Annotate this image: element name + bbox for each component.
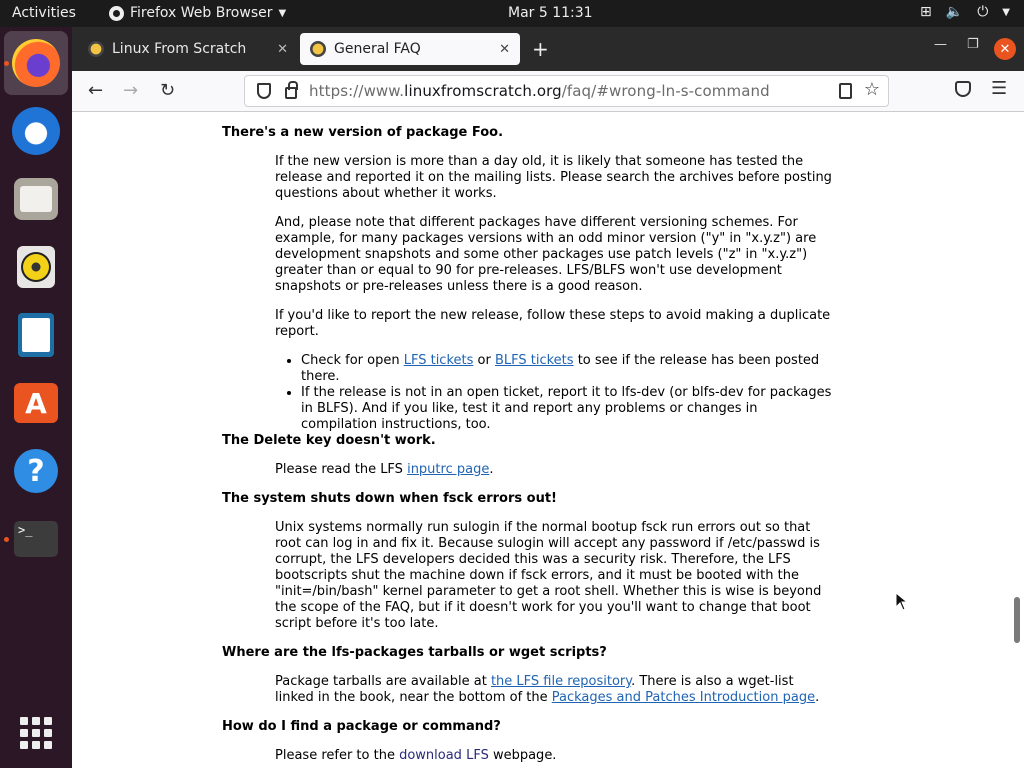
answer-paragraph: If you'd like to report the new release, follow these steps to avoid making a duplicate report. <box>275 308 831 339</box>
pocket-icon[interactable] <box>955 81 971 97</box>
lfs-file-repository-link[interactable]: the LFS file repository <box>490 674 632 689</box>
packages-patches-intro-link[interactable]: Packages and Patches Introduction page <box>551 690 816 705</box>
scrollbar-thumb[interactable] <box>1014 597 1020 643</box>
url-domain: linuxfromscratch.org <box>404 82 562 100</box>
faq-answer <box>275 154 835 433</box>
files-icon <box>14 178 58 220</box>
lock-icon[interactable] <box>285 87 297 99</box>
reload-icon[interactable]: ↻ <box>160 80 176 101</box>
running-indicator <box>4 61 9 66</box>
dock-item-firefox[interactable] <box>4 31 68 95</box>
inputrc-page-link[interactable]: inputrc page <box>407 462 490 477</box>
chevron-down-icon[interactable]: ▼ <box>1002 6 1010 18</box>
answer-paragraph <box>275 674 835 706</box>
close-tab-icon[interactable]: ✕ <box>499 41 510 57</box>
terminal-icon: >_ <box>14 521 58 557</box>
system-tray[interactable] <box>920 4 1010 20</box>
url-bar[interactable] <box>244 75 889 107</box>
rhythmbox-icon <box>17 246 55 288</box>
faq-question: There's a new version of package Foo. <box>222 125 504 140</box>
show-applications-button[interactable] <box>4 701 68 765</box>
tab-linux-from-scratch[interactable] <box>78 33 298 65</box>
faq-answer <box>275 674 835 706</box>
url-prefix: https://www. <box>309 82 405 100</box>
ubuntu-software-icon: A <box>14 383 58 423</box>
answer-paragraph <box>275 462 835 478</box>
hamburger-menu-icon[interactable]: ☰ <box>991 78 1008 99</box>
tab-title: Linux From Scratch <box>112 41 247 57</box>
answer-paragraph <box>275 748 835 764</box>
activities-button[interactable]: Activities <box>12 5 76 21</box>
network-icon[interactable]: ⊞ <box>920 4 932 20</box>
chevron-down-icon: ▼ <box>278 7 287 19</box>
text: Check for open <box>301 353 404 368</box>
faq-list <box>222 125 832 768</box>
volume-icon[interactable]: 🔈 <box>945 4 964 20</box>
minimize-icon[interactable]: — <box>934 37 947 52</box>
faq-question: Where are the lfs-packages tarballs or wget scripts? <box>222 645 607 660</box>
gnome-top-bar <box>0 0 1024 27</box>
tab-general-faq[interactable] <box>300 33 520 65</box>
dock-item-help[interactable] <box>4 439 68 503</box>
url-path: /faq/#wrong-ln-s-command <box>561 82 770 100</box>
lfs-favicon-icon <box>310 41 326 57</box>
running-indicator <box>4 537 9 542</box>
lfs-tickets-link[interactable]: LFS tickets <box>403 353 474 368</box>
text: to see if the release has been posted there. <box>301 353 820 384</box>
close-tab-icon[interactable]: ✕ <box>277 41 288 57</box>
text: . There is also a wget-list linked in the book, near the bottom of the <box>275 674 794 705</box>
dock-item-thunderbird[interactable] <box>4 99 68 163</box>
tab-bar <box>72 27 1024 71</box>
list-item: • If the release is not in an open ticket, report it to lfs-dev (or blfs-dev for packages in BLFS). And if you like, test it and report any problems or changes in compilation instructions, too. <box>301 385 835 433</box>
answer-paragraph: Unix systems normally run sulogin if the normal bootup fsck run errors out so that root can log in and fix it. Because sulogin will accept any password if /etc/passwd is corrupt, the LFS developers decided this was a security risk. Therefore, the LFS bootscripts shut the machine down if fsck errors, and it must be booted with the "init=/bin/bash" kernel parameter to get a root shell. Whether this is wise is beyond the scope of the FAQ, but if it doesn't work for you you'll want to change that boot script before it's too late. <box>275 520 822 631</box>
forward-icon[interactable]: → <box>123 80 139 101</box>
mouse-cursor-icon <box>895 592 909 612</box>
app-grid-icon <box>20 717 52 749</box>
faq-question: The Delete key doesn't work. <box>222 433 436 448</box>
dock-item-software[interactable] <box>4 371 68 435</box>
bookmark-star-icon[interactable]: ☆ <box>863 79 880 100</box>
faq-answer <box>275 748 835 764</box>
steps-list <box>301 353 835 433</box>
text: or <box>473 353 495 368</box>
new-tab-button[interactable]: + <box>532 37 549 61</box>
dock-item-terminal[interactable] <box>4 507 68 571</box>
faq-question: How do I find a package or command? <box>222 719 501 734</box>
lfs-favicon-icon <box>88 41 104 57</box>
thunderbird-icon <box>12 107 60 155</box>
app-menu[interactable] <box>109 5 286 21</box>
firefox-icon <box>12 39 60 87</box>
dock-item-rhythmbox[interactable] <box>4 235 68 299</box>
download-lfs-link[interactable]: download LFS <box>399 748 489 763</box>
text: Please refer to the <box>275 748 400 763</box>
reader-view-icon[interactable] <box>839 83 852 99</box>
answer-paragraph: If the new version is more than a day old, it is likely that someone has tested the release and reported it on the mailing lists. Please search the archives before posting questions about whether it works. <box>275 154 832 201</box>
restore-icon[interactable]: ❐ <box>967 37 979 52</box>
libreoffice-writer-icon <box>18 313 54 357</box>
navigation-toolbar <box>72 71 1024 112</box>
page-content <box>72 112 1024 768</box>
faq-answer <box>275 520 835 632</box>
text: Package tarballs are available at <box>275 674 491 689</box>
dock-item-files[interactable] <box>4 167 68 231</box>
dock-item-writer[interactable] <box>4 303 68 367</box>
list-item <box>301 353 835 385</box>
text: webpage. <box>488 748 557 763</box>
clock[interactable]: Mar 5 11:31 <box>508 5 593 21</box>
text: . <box>815 690 820 705</box>
firefox-icon <box>109 6 124 21</box>
tab-title: General FAQ <box>334 41 421 57</box>
back-icon[interactable]: ← <box>88 80 104 101</box>
app-menu-label: Firefox Web Browser <box>130 5 273 21</box>
tracking-protection-shield-icon[interactable] <box>257 83 271 99</box>
faq-question: The system shuts down when fsck errors out! <box>222 491 557 506</box>
window-close-icon[interactable]: ✕ <box>994 38 1016 60</box>
text: . <box>489 462 494 477</box>
help-icon: ? <box>14 449 58 493</box>
faq-answer <box>275 462 835 478</box>
url-text[interactable] <box>309 82 770 100</box>
power-icon[interactable]: ⏻ <box>977 4 989 20</box>
dock <box>0 27 72 768</box>
answer-paragraph: And, please note that different packages have different versioning schemes. For example, for many packages versions with an odd minor version ("y" in "x.y.z") are development snapshots and some other packages use patch levels ("z" in "x.y.z") greater than or equal to 90 for pre-releases. LFS/BLFS won't use development snapshots or pre-releases unless there is a good reason. <box>275 215 817 294</box>
text: Please read the LFS <box>275 462 408 477</box>
blfs-tickets-link[interactable]: BLFS tickets <box>494 353 574 368</box>
